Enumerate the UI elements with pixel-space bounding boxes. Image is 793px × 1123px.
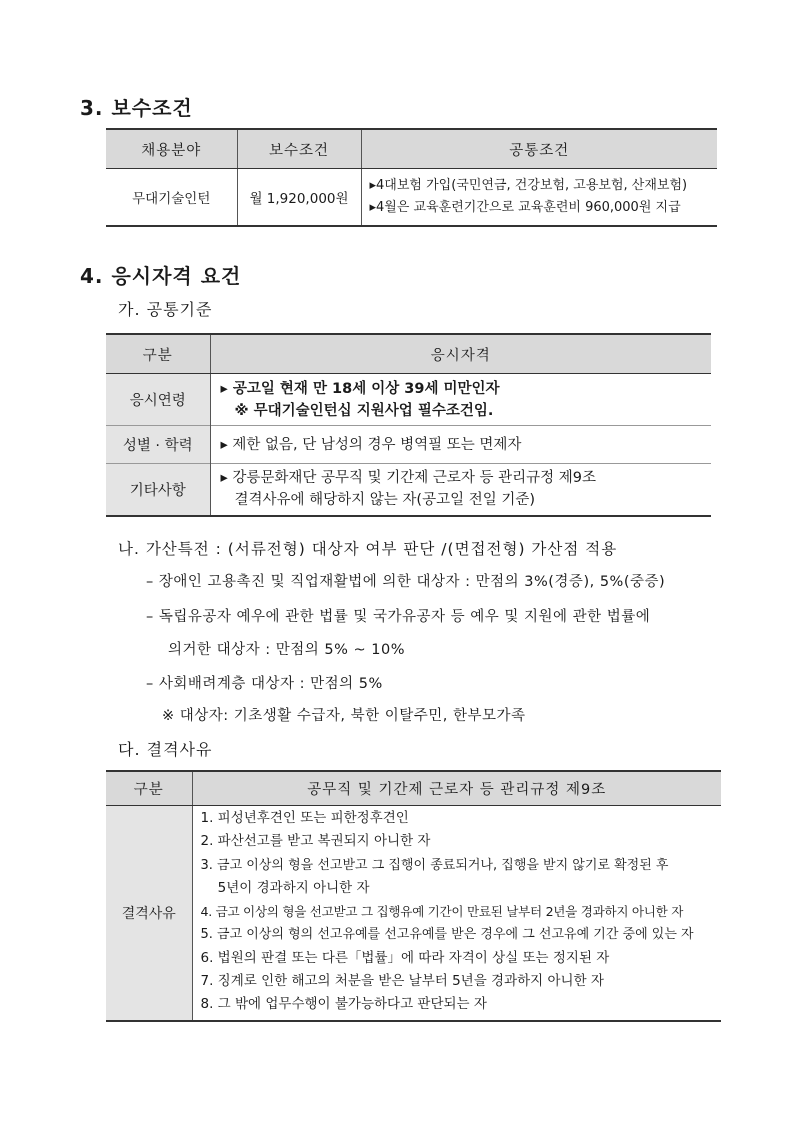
- disqualification-items: [192, 806, 721, 1021]
- list-item: 8. 그 밖에 업무수행이 불가능하다고 판단되는 자: [200, 996, 487, 1013]
- bonus-item: – 사회배려계층 대상자 : 만점의 5%: [146, 676, 383, 692]
- table-header-row: [106, 129, 717, 169]
- table-header-row: [106, 771, 721, 806]
- eligibility-table: [106, 333, 711, 517]
- row-label-gender-education: 성별 · 학력: [106, 426, 210, 464]
- list-item: 7. 징계로 인한 해고의 처분을 받은 날부터 5년을 경과하지 아니한 자: [200, 973, 604, 990]
- list-item: 4. 금고 이상의 형을 선고받고 그 집행유예 기간이 만료된 날부터 2년을 경과하지 아니한 자: [200, 904, 684, 920]
- row-content-gender-education: [210, 426, 711, 464]
- header-category: 구분: [106, 771, 192, 806]
- header-regulation: 공무직 및 기간제 근로자 등 관리규정 제9조: [192, 771, 721, 806]
- list-item: 2. 파산선고를 받고 복권되지 아니한 자: [200, 833, 431, 850]
- section-3-title: 3. 보수조건: [80, 96, 193, 120]
- subsection-da-title: 다. 결격사유: [118, 740, 213, 759]
- table-row: [106, 426, 711, 464]
- bonus-item: – 장애인 고용촉진 및 직업재활법에 의한 대상자 : 만점의 3%(경증), 5%(중증): [146, 574, 666, 590]
- condition-line: ▸4월은 교육훈련기간으로 교육훈련비 960,000원 지급: [369, 200, 681, 215]
- subsection-na-title: 나. 가산특전 : (서류전형) 대상자 여부 판단 /(면접전형) 가산점 적용: [118, 540, 618, 558]
- list-item: 1. 피성년후견인 또는 피한정후견인: [200, 810, 409, 826]
- field-cell: 무대기술인턴: [106, 169, 237, 227]
- bonus-item: – 독립유공자 예우에 관한 법률 및 국가유공자 등 예우 및 지원에 관한 법률에: [146, 609, 651, 625]
- table-row: [106, 169, 717, 227]
- header-pay: 보수조건: [237, 129, 361, 169]
- bonus-item: 의거한 대상자 : 만점의 5% ~ 10%: [168, 642, 405, 658]
- content-line: ※ 무대기술인턴십 지원사업 필수조건임.: [234, 402, 494, 419]
- header-field: 채용분야: [106, 129, 237, 169]
- row-label-disqualification: 결격사유: [106, 806, 192, 1021]
- pay-cell: 월 1,920,000원: [237, 169, 361, 227]
- pay-conditions-table: [106, 128, 717, 227]
- row-label-age: 응시연령: [106, 374, 210, 426]
- table-header-row: [106, 334, 711, 374]
- row-label-other: 기타사항: [106, 464, 210, 516]
- content-line: ▸ 제한 없음, 단 남성의 경우 병역필 또는 면제자: [220, 436, 522, 453]
- conditions-cell: [361, 169, 717, 227]
- table-row: [106, 374, 711, 426]
- header-category: 구분: [106, 334, 210, 374]
- content-line: ▸ 강릉문화재단 공무직 및 기간제 근로자 등 관리규정 제9조: [220, 470, 597, 487]
- content-line: ▸ 공고일 현재 만 18세 이상 39세 미만인자: [220, 380, 500, 397]
- content-line: 결격사유에 해당하지 않는 자(공고일 전일 기준): [234, 492, 535, 509]
- list-item: 6. 법원의 판결 또는 다른「법률」에 따라 자격이 상실 또는 정지된 자: [200, 949, 610, 966]
- subsection-ga-title: 가. 공통기준: [118, 300, 213, 319]
- list-item: 3. 금고 이상의 형을 선고받고 그 집행이 종료되거나, 집행을 받지 않기로 확정된 후: [200, 857, 669, 873]
- disqualification-table: [106, 770, 721, 1022]
- list-item: 5년이 경과하지 아니한 자: [200, 879, 370, 896]
- header-common: 공통조건: [361, 129, 717, 169]
- row-content-age: [210, 374, 711, 426]
- row-content-other: [210, 464, 711, 516]
- list-item: 5. 금고 이상의 형의 선고유예를 선고유예를 받은 경우에 그 선고유예 기간 중에 있는 자: [200, 927, 694, 943]
- condition-line: ▸4대보험 가입(국민연금, 건강보험, 고용보험, 산재보험): [369, 178, 688, 193]
- section-4-title: 4. 응시자격 요건: [80, 264, 242, 288]
- table-row: [106, 464, 711, 516]
- bonus-note: ※ 대상자: 기초생활 수급자, 북한 이탈주민, 한부모가족: [162, 708, 526, 724]
- table-row: [106, 806, 721, 1021]
- header-qualification: 응시자격: [210, 334, 711, 374]
